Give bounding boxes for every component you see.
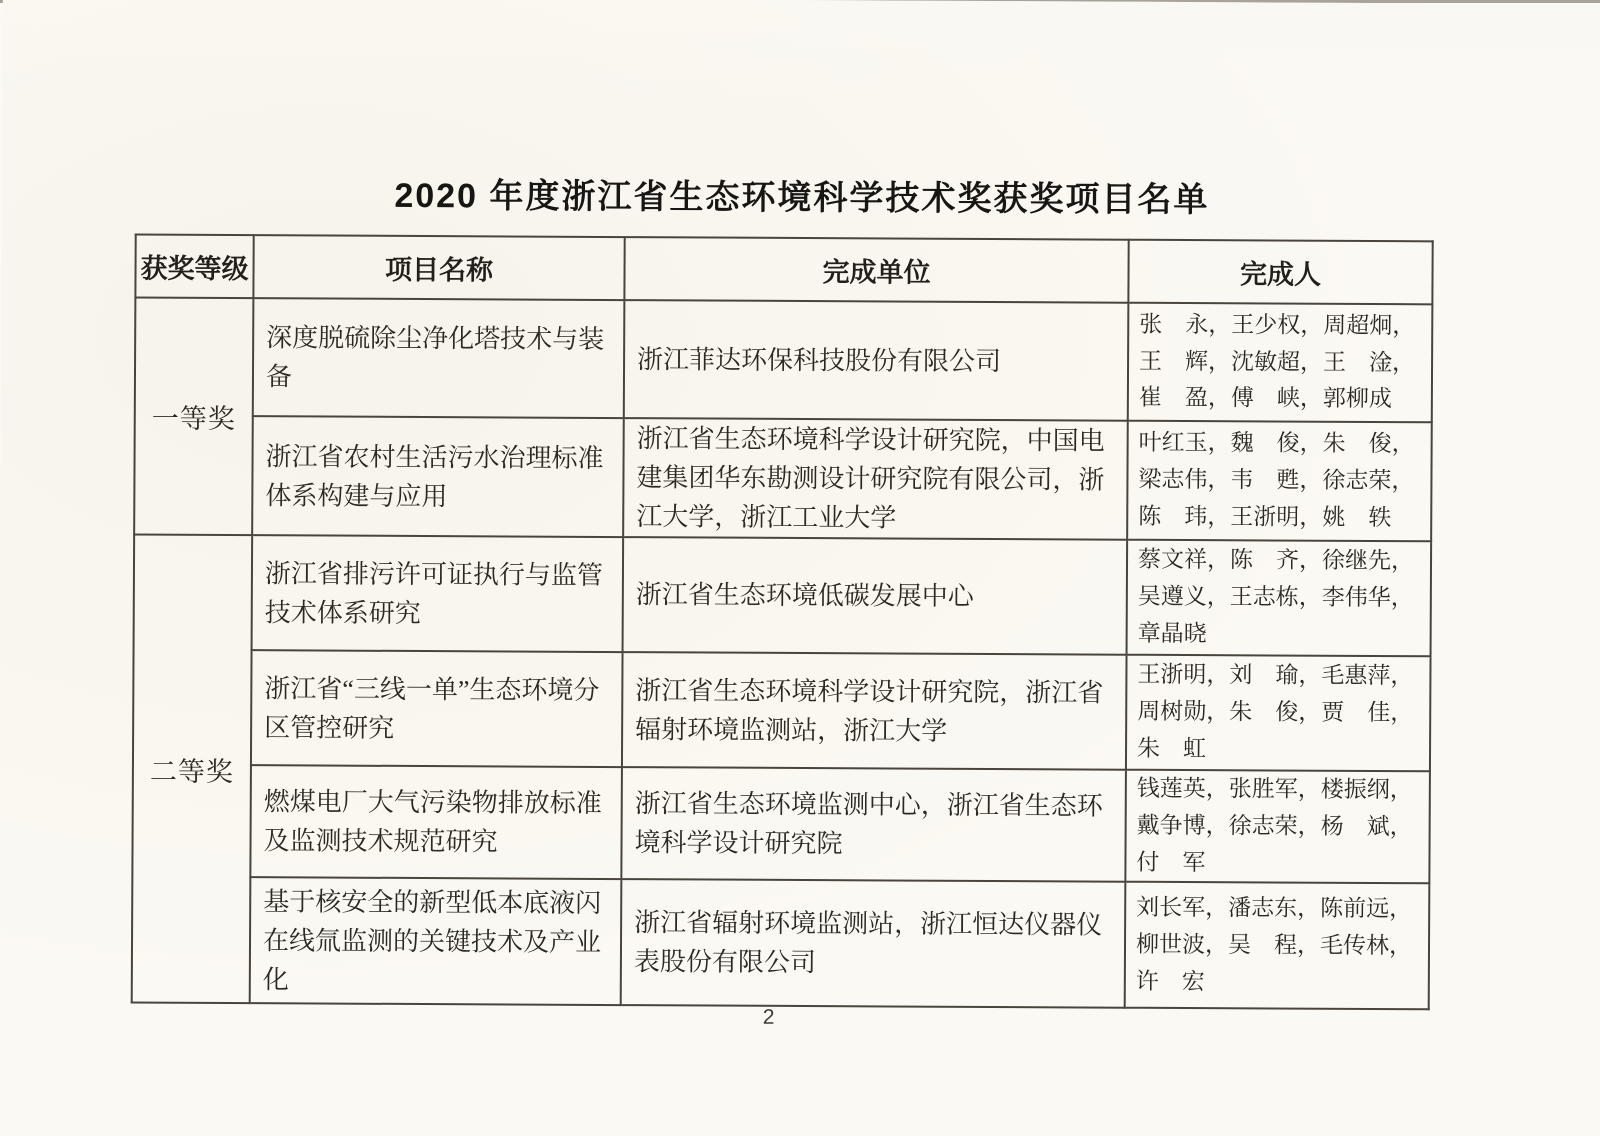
award-table: [131, 234, 1434, 1011]
project-cell: 浙江省“三线一单”生态环境分 区管控研究: [251, 650, 623, 767]
table-row: [133, 650, 1431, 772]
award-level-cell-second-prize: 二等奖: [132, 535, 252, 1004]
people-cell: 刘长军，潘志东，陈前远， 柳世波，吴 程，毛传林， 许 宏: [1125, 882, 1430, 1010]
unit-cell: 浙江省生态环境科学设计研究院，浙江省 辐射环境监测站，浙江大学: [622, 652, 1127, 770]
project-cell: 燃煤电厂大气污染物排放标准 及监测技术规范研究: [250, 765, 622, 879]
project-cell: 浙江省农村生活污水治理标准 体系构建与应用: [252, 416, 624, 537]
page-title: 2020 年度浙江省生态环境科学技术奖获奖项目名单: [394, 176, 1210, 220]
people-cell: 叶红玉，魏 俊，朱 俊， 梁志伟，韦 甦，徐志荣， 陈 玮，王浙明，姚 轶: [1127, 421, 1432, 542]
table-row: [134, 416, 1432, 542]
award-level-cell-first-prize: 一等奖: [134, 298, 253, 536]
people-cell: 蔡文祥，陈 齐，徐继先， 吴遵义，王志栋，李伟华， 章晶晓: [1127, 540, 1432, 657]
table-row: [134, 535, 1432, 657]
page-number: 2: [762, 1005, 775, 1029]
table-header-row: [135, 235, 1432, 305]
unit-cell: 浙江菲达环保科技股份有限公司: [624, 300, 1129, 421]
unit-cell: 浙江省辐射环境监测站，浙江恒达仪器仪 表股份有限公司: [621, 879, 1126, 1008]
unit-cell: 浙江省生态环境监测中心，浙江省生态环 境科学设计研究院: [621, 767, 1126, 882]
unit-cell: 浙江省生态环境低碳发展中心: [623, 537, 1128, 655]
unit-cell: 浙江省生态环境科学设计研究院，中国电 建集团华东勘测设计研究院有限公司，浙 江大学，浙江工业大学: [623, 418, 1128, 540]
people-cell: 张 永，王少权，周超炯， 王 辉，沈敏超，王 淦， 崔 盈，傅 峡，郭柳成: [1128, 303, 1433, 423]
project-cell: 深度脱硫除尘净化塔技术与装 备: [253, 298, 625, 418]
header-cell-completing-unit: 完成单位: [624, 237, 1128, 303]
people-cell: 王浙明，刘 瑜，毛惠萍， 周树勋，朱 俊，贾 佳， 朱 虹: [1126, 655, 1431, 772]
header-cell-project-name: 项目名称: [253, 235, 624, 300]
header-cell-completers: 完成人: [1128, 240, 1432, 305]
project-cell: 浙江省排污许可证执行与监管 技术体系研究: [252, 535, 624, 652]
table-row: [132, 765, 1430, 884]
people-cell: 钱莲英，张胜军，楼振纲， 戴争博，徐志荣，杨 斌， 付 军: [1125, 770, 1430, 884]
table-row: [135, 298, 1433, 423]
header-cell-award-level: 获奖等级: [135, 235, 253, 299]
table-row: [132, 877, 1430, 1010]
project-cell: 基于核安全的新型低本底液闪 在线氚监测的关键技术及产业 化: [250, 878, 622, 1006]
